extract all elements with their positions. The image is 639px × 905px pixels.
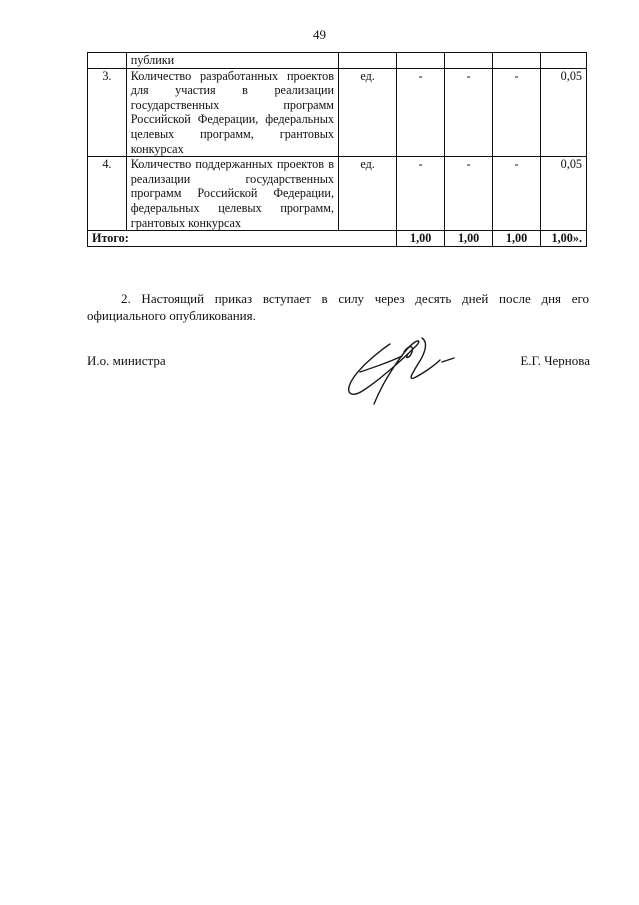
table-total-row [88, 231, 587, 247]
total-value-4: 1,00». [541, 231, 587, 247]
unit: ед. [339, 157, 397, 231]
value-4 [541, 53, 587, 69]
table-row [88, 68, 587, 157]
value-3 [493, 53, 541, 69]
value-1 [397, 53, 445, 69]
total-value-1: 1,00 [397, 231, 445, 247]
row-number: 4. [88, 157, 127, 231]
row-number: 3. [88, 68, 127, 157]
unit [339, 53, 397, 69]
total-value-3: 1,00 [493, 231, 541, 247]
table-row [88, 53, 587, 69]
value-4: 0,05 [541, 157, 587, 231]
indicator-name: публики [126, 53, 338, 69]
row-number [88, 53, 127, 69]
indicator-name: Количество разработанных проектов для участия в реализации государственных программ Российской Федерации, федеральных целевых программ, грантовых конкурсах [126, 68, 338, 157]
total-value-2: 1,00 [445, 231, 493, 247]
value-4: 0,05 [541, 68, 587, 157]
value-2 [445, 53, 493, 69]
signer-name: Е.Г. Чернова [520, 353, 590, 368]
value-2: - [445, 68, 493, 157]
total-label: Итого: [88, 231, 397, 247]
unit: ед. [339, 68, 397, 157]
signer-role: И.о. министра [87, 353, 166, 368]
page-number: 49 [313, 27, 326, 42]
value-3: - [493, 157, 541, 231]
value-2: - [445, 157, 493, 231]
value-1: - [397, 68, 445, 157]
effective-date-paragraph: 2. Настоящий приказ вступает в силу через десять дней после дня его официального опубликования. [87, 291, 589, 323]
value-3: - [493, 68, 541, 157]
indicators-table [87, 52, 587, 247]
indicator-name: Количество поддержанных проектов в реализации государственных программ Российской Федерации, федеральных целевых программ, грантовых конкурсах [126, 157, 338, 231]
table-row [88, 157, 587, 231]
value-1: - [397, 157, 445, 231]
signature-image [338, 332, 468, 410]
